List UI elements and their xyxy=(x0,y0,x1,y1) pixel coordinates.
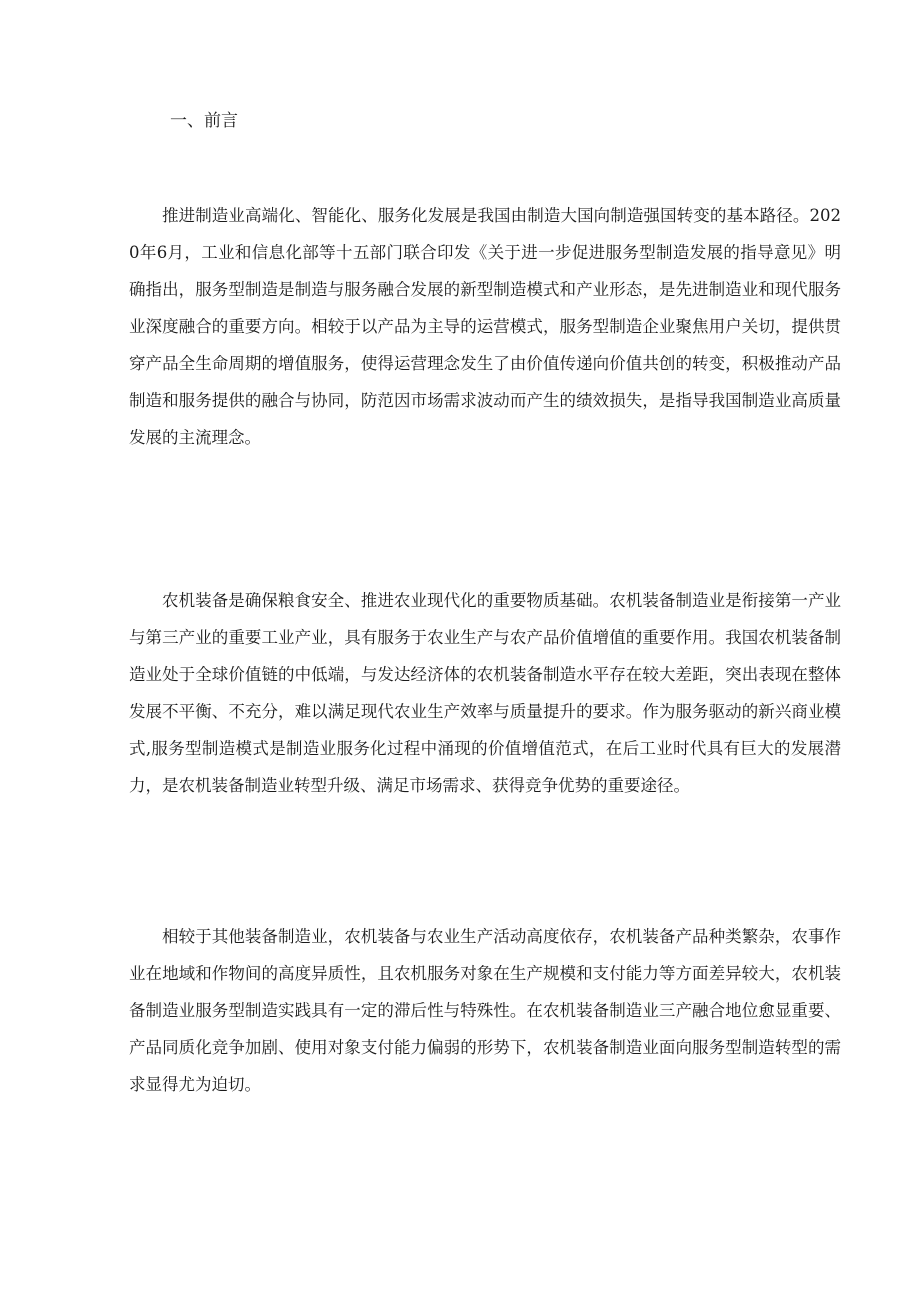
section-heading: 一、前言 xyxy=(170,111,238,131)
paragraph-3: 相较于其他装备制造业，农机装备与农业生产活动高度依存，农机装备产品种类繁杂，农事作业在地域和作物间的高度异质性，且农机服务对象在生产规模和支付能力等方面差异较大，农机装备制造业服务型制造实践具有一定的滞后性与特殊性。在农机装备制造业三产融合地位愈显重要、产品同质化竞争加剧、使用对象支付能力偏弱的形势下，农机装备制造业面向服务型制造转型的需求显得尤为迫切。 xyxy=(129,927,841,1094)
paragraph-1: 推进制造业高端化、智能化、服务化发展是我国由制造大国向制造强国转变的基本路径。2020年6月，工业和信息化部等十五部门联合印发《关于进一步促进服务型制造发展的指导意见》明确指出，服务型制造是制造与服务融合发展的新型制造模式和产业形态，是先进制造业和现代服务业深度融合的重要方向。相较于以产品为主导的运营模式，服务型制造企业聚焦用户关切，提供贯穿产品全生命周期的增值服务，使得运营理念发生了由价值传递向价值共创的转变，积极推动产品制造和服务提供的融合与协同，防范因市场需求波动而产生的绩效损失，是指导我国制造业高质量发展的主流理念。 xyxy=(129,206,841,447)
paragraph-2: 农机装备是确保粮食安全、推进农业现代化的重要物质基础。农机装备制造业是衔接第一产业与第三产业的重要工业产业，具有服务于农业生产与农产品价值增值的重要作用。我国农机装备制造业处于全球价值链的中低端，与发达经济体的农机装备制造水平存在较大差距，突出表现在整体发展不平衡、不充分，难以满足现代农业生产效率与质量提升的要求。作为服务驱动的新兴商业模式,服务型制造模式是制造业服务化过程中涌现的价值增值范式，在后工业时代具有巨大的发展潜力，是农机装备制造业转型升级、满足市场需求、获得竞争优势的重要途径。 xyxy=(129,591,841,795)
